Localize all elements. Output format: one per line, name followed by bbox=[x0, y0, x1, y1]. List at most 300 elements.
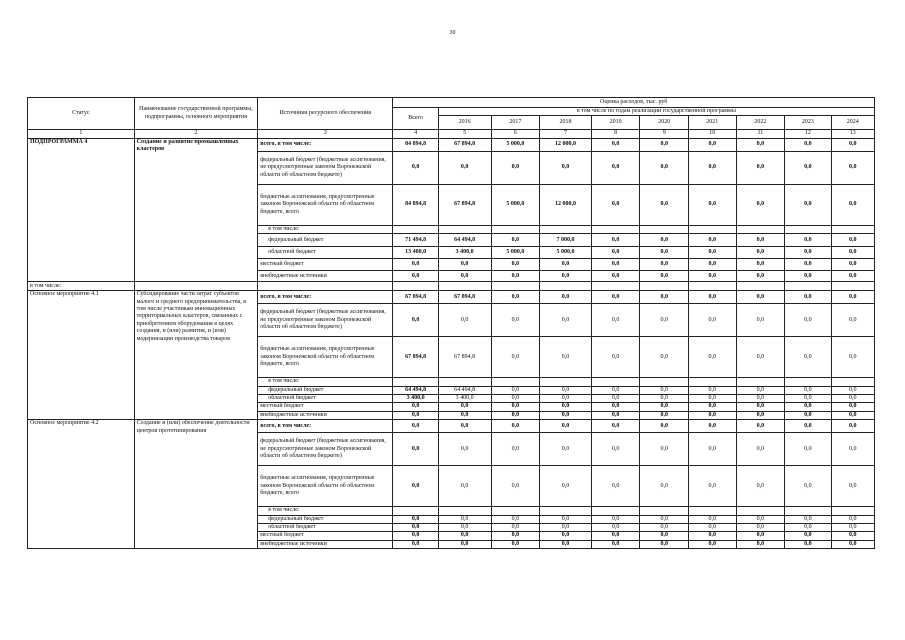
header-year: 2019 bbox=[591, 116, 640, 130]
value-cell: 0,0 bbox=[591, 234, 640, 247]
source-cell: областной бюджет bbox=[258, 395, 393, 403]
value-cell: 0,0 bbox=[785, 420, 831, 433]
empty-cell bbox=[591, 282, 640, 291]
header-year: 2021 bbox=[689, 116, 737, 130]
value-cell-empty bbox=[689, 507, 737, 515]
value-cell: 0,0 bbox=[640, 138, 689, 151]
value-cell: 0,0 bbox=[640, 466, 689, 507]
value-cell: 0,0 bbox=[491, 291, 540, 304]
value-cell: 0,0 bbox=[785, 532, 831, 540]
value-cell: 0,0 bbox=[689, 515, 737, 523]
value-cell-empty bbox=[736, 507, 785, 515]
value-cell: 0,0 bbox=[689, 138, 737, 151]
empty-cell bbox=[736, 282, 785, 291]
value-cell: 0,0 bbox=[785, 540, 831, 548]
value-cell: 0,0 bbox=[689, 247, 737, 259]
program-name-cell: Субсидирование части затрат субъектов малого и среднего предпринимательства, в том числе участникам инновационных территориальных кластеров, связанных с приобретением оборудования в целях создания, и (или) развития, и (или) модернизации производства товаров bbox=[134, 291, 258, 420]
value-cell: 0,0 bbox=[393, 411, 438, 419]
header-resource-source: Источники ресурсного обеспечения bbox=[258, 98, 393, 130]
value-cell: 0,0 bbox=[438, 304, 491, 337]
value-cell: 67 894,8 bbox=[438, 291, 491, 304]
value-cell: 0,0 bbox=[491, 271, 540, 282]
value-cell: 0,0 bbox=[591, 515, 640, 523]
value-cell: 0,0 bbox=[831, 337, 874, 378]
value-cell: 0,0 bbox=[736, 304, 785, 337]
value-cell: 0,0 bbox=[831, 524, 874, 532]
value-cell: 0,0 bbox=[591, 433, 640, 466]
in-that-number-row bbox=[28, 282, 875, 291]
column-number: 12 bbox=[785, 130, 831, 138]
source-cell: бюджетные ассигнования, предусмотренные законом Воронежской области об областном бюджете, всего bbox=[258, 337, 393, 378]
source-cell: в том числе: bbox=[258, 378, 393, 386]
value-cell: 0,0 bbox=[438, 524, 491, 532]
value-cell: 0,0 bbox=[591, 259, 640, 271]
value-cell: 0,0 bbox=[640, 540, 689, 548]
column-number: 2 bbox=[134, 130, 258, 138]
source-cell: местный бюджет bbox=[258, 532, 393, 540]
value-cell: 0,0 bbox=[689, 532, 737, 540]
value-cell: 0,0 bbox=[393, 540, 438, 548]
value-cell: 0,0 bbox=[540, 395, 592, 403]
value-cell: 0,0 bbox=[736, 291, 785, 304]
header-year: 2018 bbox=[540, 116, 592, 130]
value-cell-empty bbox=[689, 225, 737, 233]
source-cell: внебюджетные источники bbox=[258, 411, 393, 419]
value-cell-empty bbox=[438, 507, 491, 515]
value-cell: 0,0 bbox=[689, 403, 737, 411]
empty-cell bbox=[438, 282, 491, 291]
value-cell: 0,0 bbox=[785, 515, 831, 523]
value-cell: 0,0 bbox=[591, 337, 640, 378]
value-cell: 0,0 bbox=[831, 433, 874, 466]
value-cell: 84 894,8 bbox=[393, 184, 438, 225]
value-cell: 0,0 bbox=[831, 138, 874, 151]
value-cell: 0,0 bbox=[689, 395, 737, 403]
header-year: 2023 bbox=[785, 116, 831, 130]
value-cell: 0,0 bbox=[785, 395, 831, 403]
value-cell: 0,0 bbox=[785, 337, 831, 378]
source-cell: федеральный бюджет bbox=[258, 515, 393, 523]
value-cell: 0,0 bbox=[591, 403, 640, 411]
value-cell: 0,0 bbox=[540, 386, 592, 394]
value-cell-empty bbox=[831, 378, 874, 386]
table-row bbox=[28, 291, 875, 304]
value-cell: 0,0 bbox=[393, 524, 438, 532]
source-cell: внебюджетные источники bbox=[258, 271, 393, 282]
source-cell: всего, в том числе: bbox=[258, 138, 393, 151]
value-cell-empty bbox=[491, 507, 540, 515]
value-cell: 0,0 bbox=[491, 420, 540, 433]
value-cell: 0,0 bbox=[831, 291, 874, 304]
value-cell: 0,0 bbox=[689, 151, 737, 184]
value-cell: 0,0 bbox=[785, 304, 831, 337]
value-cell: 0,0 bbox=[491, 433, 540, 466]
empty-cell bbox=[134, 282, 258, 291]
value-cell-empty bbox=[393, 507, 438, 515]
value-cell: 0,0 bbox=[689, 184, 737, 225]
value-cell: 0,0 bbox=[736, 411, 785, 419]
value-cell: 0,0 bbox=[393, 466, 438, 507]
value-cell: 0,0 bbox=[689, 411, 737, 419]
value-cell-empty bbox=[640, 225, 689, 233]
value-cell: 0,0 bbox=[689, 271, 737, 282]
value-cell-empty bbox=[831, 225, 874, 233]
value-cell: 0,0 bbox=[438, 515, 491, 523]
value-cell: 3 400,0 bbox=[438, 247, 491, 259]
column-number: 10 bbox=[689, 130, 737, 138]
value-cell: 0,0 bbox=[736, 151, 785, 184]
value-cell-empty bbox=[785, 225, 831, 233]
value-cell: 0,0 bbox=[540, 515, 592, 523]
value-cell: 0,0 bbox=[736, 337, 785, 378]
value-cell: 0,0 bbox=[540, 291, 592, 304]
value-cell: 0,0 bbox=[491, 234, 540, 247]
value-cell: 0,0 bbox=[785, 403, 831, 411]
empty-cell bbox=[258, 282, 393, 291]
value-cell: 67 894,8 bbox=[393, 291, 438, 304]
value-cell: 5 000,0 bbox=[491, 184, 540, 225]
value-cell: 0,0 bbox=[591, 247, 640, 259]
value-cell: 0,0 bbox=[438, 411, 491, 419]
value-cell: 0,0 bbox=[491, 386, 540, 394]
value-cell: 0,0 bbox=[785, 524, 831, 532]
header-year: 2017 bbox=[491, 116, 540, 130]
value-cell: 0,0 bbox=[689, 420, 737, 433]
value-cell: 0,0 bbox=[640, 411, 689, 419]
value-cell: 0,0 bbox=[689, 524, 737, 532]
header-status: Статус bbox=[28, 98, 135, 130]
value-cell: 0,0 bbox=[736, 515, 785, 523]
value-cell: 0,0 bbox=[640, 304, 689, 337]
value-cell: 0,0 bbox=[689, 337, 737, 378]
table-body bbox=[28, 98, 875, 549]
empty-cell bbox=[491, 282, 540, 291]
value-cell: 0,0 bbox=[831, 151, 874, 184]
value-cell: 0,0 bbox=[438, 433, 491, 466]
value-cell: 0,0 bbox=[393, 433, 438, 466]
value-cell: 0,0 bbox=[591, 151, 640, 184]
value-cell-empty bbox=[438, 378, 491, 386]
value-cell-empty bbox=[831, 507, 874, 515]
value-cell: 0,0 bbox=[831, 234, 874, 247]
value-cell: 0,0 bbox=[540, 540, 592, 548]
value-cell: 0,0 bbox=[540, 259, 592, 271]
program-name-cell: Создание и развитие промышленных кластеров bbox=[134, 138, 258, 281]
value-cell: 0,0 bbox=[393, 532, 438, 540]
value-cell: 0,0 bbox=[640, 259, 689, 271]
source-cell: федеральный бюджет (бюджетные ассигнования, не предусмотренные законом Воронежской области об областном бюджете) bbox=[258, 433, 393, 466]
source-cell: всего, в том числе: bbox=[258, 420, 393, 433]
value-cell: 0,0 bbox=[491, 524, 540, 532]
header-year: 2024 bbox=[831, 116, 874, 130]
value-cell-empty bbox=[640, 378, 689, 386]
value-cell: 13 400,0 bbox=[393, 247, 438, 259]
value-cell: 7 000,0 bbox=[540, 234, 592, 247]
value-cell: 0,0 bbox=[689, 291, 737, 304]
value-cell: 0,0 bbox=[640, 151, 689, 184]
value-cell: 0,0 bbox=[831, 411, 874, 419]
value-cell: 67 894,8 bbox=[438, 337, 491, 378]
value-cell: 0,0 bbox=[491, 151, 540, 184]
source-cell: федеральный бюджет bbox=[258, 234, 393, 247]
value-cell: 0,0 bbox=[831, 403, 874, 411]
value-cell: 0,0 bbox=[640, 184, 689, 225]
value-cell: 0,0 bbox=[785, 433, 831, 466]
value-cell: 0,0 bbox=[831, 515, 874, 523]
empty-cell bbox=[540, 282, 592, 291]
source-cell: внебюджетные источники bbox=[258, 540, 393, 548]
empty-cell bbox=[393, 282, 438, 291]
value-cell-empty bbox=[591, 225, 640, 233]
empty-cell bbox=[785, 282, 831, 291]
value-cell: 0,0 bbox=[491, 532, 540, 540]
value-cell: 71 494,8 bbox=[393, 234, 438, 247]
value-cell: 0,0 bbox=[736, 259, 785, 271]
value-cell: 0,0 bbox=[785, 234, 831, 247]
value-cell: 0,0 bbox=[736, 524, 785, 532]
value-cell: 0,0 bbox=[540, 466, 592, 507]
value-cell-empty bbox=[689, 378, 737, 386]
value-cell: 12 000,0 bbox=[540, 184, 592, 225]
value-cell: 0,0 bbox=[831, 271, 874, 282]
value-cell: 0,0 bbox=[736, 403, 785, 411]
value-cell: 0,0 bbox=[438, 420, 491, 433]
value-cell: 0,0 bbox=[689, 234, 737, 247]
value-cell: 0,0 bbox=[640, 420, 689, 433]
value-cell: 0,0 bbox=[591, 304, 640, 337]
value-cell-empty bbox=[591, 507, 640, 515]
value-cell: 0,0 bbox=[540, 337, 592, 378]
value-cell: 0,0 bbox=[640, 234, 689, 247]
source-cell: федеральный бюджет (бюджетные ассигнования, не предусмотренные законом Воронежской области об областном бюджете) bbox=[258, 304, 393, 337]
value-cell: 0,0 bbox=[393, 420, 438, 433]
value-cell: 0,0 bbox=[540, 420, 592, 433]
value-cell-empty bbox=[491, 225, 540, 233]
column-number: 11 bbox=[736, 130, 785, 138]
value-cell: 64 494,8 bbox=[438, 234, 491, 247]
column-number: 4 bbox=[393, 130, 438, 138]
program-name-cell: Создание и (или) обеспечение деятельности центров прототипирования bbox=[134, 420, 258, 549]
value-cell: 0,0 bbox=[689, 304, 737, 337]
value-cell-empty bbox=[540, 225, 592, 233]
table-row bbox=[28, 138, 875, 151]
value-cell-empty bbox=[393, 225, 438, 233]
value-cell: 0,0 bbox=[393, 515, 438, 523]
value-cell: 0,0 bbox=[785, 151, 831, 184]
value-cell: 0,0 bbox=[591, 386, 640, 394]
column-number: 6 bbox=[491, 130, 540, 138]
budget-table bbox=[27, 97, 875, 549]
value-cell-empty bbox=[736, 225, 785, 233]
value-cell: 0,0 bbox=[393, 271, 438, 282]
in-that-number-label: в том числе: bbox=[28, 282, 135, 291]
value-cell: 0,0 bbox=[736, 433, 785, 466]
value-cell: 67 894,8 bbox=[438, 138, 491, 151]
value-cell: 67 894,8 bbox=[438, 184, 491, 225]
value-cell: 5 000,0 bbox=[540, 247, 592, 259]
value-cell: 0,0 bbox=[591, 138, 640, 151]
source-cell: бюджетные ассигнования, предусмотренные законом Воронежской области об областном бюджете, всего bbox=[258, 466, 393, 507]
source-cell: в том числе: bbox=[258, 507, 393, 515]
value-cell: 5 000,0 bbox=[491, 247, 540, 259]
value-cell: 0,0 bbox=[689, 386, 737, 394]
value-cell-empty bbox=[640, 507, 689, 515]
value-cell: 0,0 bbox=[736, 532, 785, 540]
value-cell: 0,0 bbox=[491, 395, 540, 403]
value-cell: 0,0 bbox=[736, 466, 785, 507]
value-cell: 0,0 bbox=[736, 395, 785, 403]
value-cell: 0,0 bbox=[640, 395, 689, 403]
value-cell: 0,0 bbox=[438, 151, 491, 184]
value-cell: 0,0 bbox=[540, 524, 592, 532]
value-cell: 0,0 bbox=[640, 247, 689, 259]
value-cell: 0,0 bbox=[591, 271, 640, 282]
value-cell: 0,0 bbox=[540, 304, 592, 337]
value-cell: 0,0 bbox=[736, 386, 785, 394]
source-cell: федеральный бюджет bbox=[258, 386, 393, 394]
header-by-years: в том числе по годам реализации государственной программы bbox=[438, 108, 874, 116]
column-number: 1 bbox=[28, 130, 135, 138]
value-cell: 0,0 bbox=[591, 395, 640, 403]
value-cell: 0,0 bbox=[736, 247, 785, 259]
value-cell: 0,0 bbox=[831, 395, 874, 403]
value-cell: 0,0 bbox=[831, 420, 874, 433]
value-cell: 0,0 bbox=[640, 532, 689, 540]
value-cell: 0,0 bbox=[785, 259, 831, 271]
value-cell: 0,0 bbox=[785, 138, 831, 151]
column-number: 8 bbox=[591, 130, 640, 138]
value-cell: 0,0 bbox=[736, 540, 785, 548]
value-cell: 0,0 bbox=[736, 184, 785, 225]
value-cell: 12 000,0 bbox=[540, 138, 592, 151]
source-cell: местный бюджет bbox=[258, 259, 393, 271]
value-cell: 0,0 bbox=[831, 247, 874, 259]
value-cell-empty bbox=[438, 225, 491, 233]
value-cell: 0,0 bbox=[640, 271, 689, 282]
header-year: 2020 bbox=[640, 116, 689, 130]
value-cell: 0,0 bbox=[831, 259, 874, 271]
header-program-name: Наименование государственной программы, подпрограммы, основного мероприятия bbox=[134, 98, 258, 130]
value-cell: 0,0 bbox=[640, 403, 689, 411]
source-cell: федеральный бюджет (бюджетные ассигнования, не предусмотренные законом Воронежской области об областном бюджете) bbox=[258, 151, 393, 184]
value-cell: 0,0 bbox=[438, 271, 491, 282]
value-cell: 0,0 bbox=[393, 259, 438, 271]
source-cell: областной бюджет bbox=[258, 524, 393, 532]
value-cell: 0,0 bbox=[831, 304, 874, 337]
value-cell: 0,0 bbox=[591, 466, 640, 507]
value-cell: 0,0 bbox=[491, 304, 540, 337]
value-cell: 0,0 bbox=[785, 291, 831, 304]
value-cell: 0,0 bbox=[785, 271, 831, 282]
value-cell: 0,0 bbox=[831, 540, 874, 548]
value-cell: 0,0 bbox=[591, 411, 640, 419]
value-cell: 0,0 bbox=[540, 433, 592, 466]
value-cell: 5 000,0 bbox=[491, 138, 540, 151]
value-cell: 0,0 bbox=[640, 291, 689, 304]
header-expense-estimate: Оценка расходов, тыс. руб bbox=[393, 98, 875, 108]
value-cell: 0,0 bbox=[591, 420, 640, 433]
value-cell: 67 894,8 bbox=[393, 337, 438, 378]
value-cell: 0,0 bbox=[393, 151, 438, 184]
value-cell: 64 494,8 bbox=[393, 386, 438, 394]
column-numbers-row bbox=[28, 130, 875, 138]
header-row bbox=[28, 98, 875, 108]
value-cell: 0,0 bbox=[540, 411, 592, 419]
value-cell: 0,0 bbox=[491, 466, 540, 507]
value-cell: 0,0 bbox=[689, 259, 737, 271]
value-cell-empty bbox=[736, 378, 785, 386]
source-cell: в том числе: bbox=[258, 225, 393, 233]
table-row bbox=[28, 420, 875, 433]
value-cell: 0,0 bbox=[640, 524, 689, 532]
source-cell: всего, в том числе: bbox=[258, 291, 393, 304]
column-number: 3 bbox=[258, 130, 393, 138]
value-cell: 0,0 bbox=[785, 184, 831, 225]
header-year: 2022 bbox=[736, 116, 785, 130]
value-cell: 0,0 bbox=[640, 386, 689, 394]
value-cell: 0,0 bbox=[785, 466, 831, 507]
value-cell: 0,0 bbox=[689, 540, 737, 548]
empty-cell bbox=[640, 282, 689, 291]
source-cell: бюджетные ассигнования, предусмотренные законом Воронежской области об областном бюджете, всего bbox=[258, 184, 393, 225]
value-cell-empty bbox=[540, 378, 592, 386]
value-cell: 0,0 bbox=[438, 403, 491, 411]
value-cell: 0,0 bbox=[540, 271, 592, 282]
value-cell: 0,0 bbox=[831, 386, 874, 394]
value-cell-empty bbox=[393, 378, 438, 386]
value-cell: 84 894,8 bbox=[393, 138, 438, 151]
value-cell: 0,0 bbox=[540, 151, 592, 184]
header-year: 2016 bbox=[438, 116, 491, 130]
value-cell-empty bbox=[591, 378, 640, 386]
value-cell: 0,0 bbox=[438, 466, 491, 507]
source-cell: местный бюджет bbox=[258, 403, 393, 411]
value-cell: 0,0 bbox=[831, 532, 874, 540]
value-cell: 3 400,0 bbox=[393, 395, 438, 403]
value-cell: 0,0 bbox=[540, 532, 592, 540]
value-cell: 0,0 bbox=[689, 466, 737, 507]
empty-cell bbox=[689, 282, 737, 291]
value-cell: 0,0 bbox=[591, 540, 640, 548]
value-cell: 0,0 bbox=[591, 532, 640, 540]
value-cell: 0,0 bbox=[491, 540, 540, 548]
value-cell: 64 494,8 bbox=[438, 386, 491, 394]
value-cell-empty bbox=[491, 378, 540, 386]
column-number: 5 bbox=[438, 130, 491, 138]
value-cell: 0,0 bbox=[438, 532, 491, 540]
value-cell: 0,0 bbox=[491, 337, 540, 378]
value-cell-empty bbox=[785, 378, 831, 386]
value-cell: 0,0 bbox=[785, 386, 831, 394]
value-cell: 0,0 bbox=[736, 234, 785, 247]
value-cell: 0,0 bbox=[785, 411, 831, 419]
value-cell: 0,0 bbox=[491, 411, 540, 419]
value-cell: 0,0 bbox=[591, 184, 640, 225]
column-number: 7 bbox=[540, 130, 592, 138]
value-cell: 0,0 bbox=[736, 420, 785, 433]
value-cell: 0,0 bbox=[491, 259, 540, 271]
value-cell: 0,0 bbox=[438, 259, 491, 271]
status-cell: ПОДПРОГРАММА 4 bbox=[28, 138, 135, 281]
empty-cell bbox=[831, 282, 874, 291]
value-cell: 0,0 bbox=[640, 515, 689, 523]
page-number: 30 bbox=[449, 30, 456, 36]
value-cell: 0,0 bbox=[438, 540, 491, 548]
value-cell: 0,0 bbox=[591, 524, 640, 532]
value-cell: 3 400,0 bbox=[438, 395, 491, 403]
column-number: 13 bbox=[831, 130, 874, 138]
value-cell: 0,0 bbox=[540, 403, 592, 411]
